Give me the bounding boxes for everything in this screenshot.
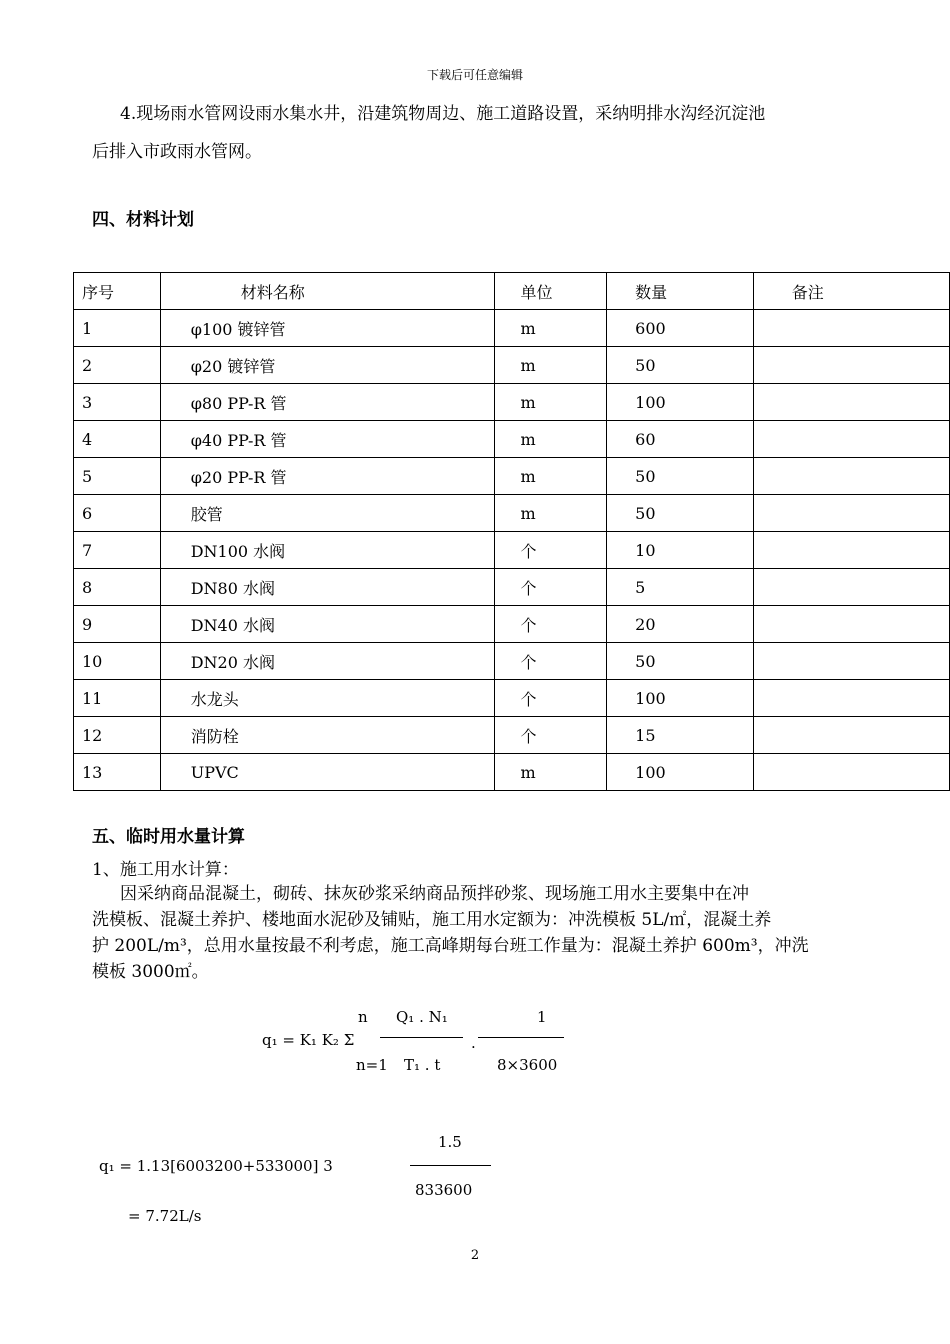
section-4-heading: 四、材料计划 bbox=[92, 210, 194, 230]
table-cell: φ80 PP-R 管 bbox=[160, 384, 494, 421]
table-row bbox=[74, 532, 950, 569]
materials-table bbox=[73, 272, 950, 791]
table-cell: 20 bbox=[607, 606, 754, 643]
page-header: 下载后可任意编辑 bbox=[426, 68, 523, 82]
column-header: 序号 bbox=[74, 273, 161, 310]
table-cell: 个 bbox=[494, 532, 607, 569]
table-cell: 60 bbox=[607, 421, 754, 458]
page-number: 2 bbox=[470, 1248, 480, 1263]
subsection-1-heading: 1、施工用水计算： bbox=[92, 860, 239, 880]
table-cell: 6 bbox=[74, 495, 161, 532]
column-header: 单位 bbox=[494, 273, 607, 310]
table-cell: φ40 PP-R 管 bbox=[160, 421, 494, 458]
formula1-sum-bottom: n=1 bbox=[356, 1056, 388, 1074]
table-row bbox=[74, 717, 950, 754]
table-row bbox=[74, 347, 950, 384]
body-line: 洗模板、混凝土养护、楼地面水泥砂及铺贴，施工用水定额为：冲洗模板 5L/㎡，混凝土养 bbox=[92, 910, 772, 930]
table-cell: UPVC bbox=[160, 754, 494, 791]
paragraph-4-line1: 4.现场雨水管网设雨水集水井，沿建筑物周边、施工道路设置，采纳明排水沟经沉淀池 bbox=[120, 104, 766, 124]
table-cell: 11 bbox=[74, 680, 161, 717]
table-cell: 50 bbox=[607, 495, 754, 532]
table-cell: 9 bbox=[74, 606, 161, 643]
formula2-lhs: q₁ = 1.13[6003200+533000] 3 bbox=[99, 1157, 333, 1175]
table-cell: 个 bbox=[494, 606, 607, 643]
table-cell bbox=[753, 569, 949, 606]
table-cell: 个 bbox=[494, 569, 607, 606]
table-cell bbox=[753, 495, 949, 532]
formula1-dot: . bbox=[471, 1034, 476, 1052]
formula1-numerator: Q₁ . N₁ bbox=[396, 1008, 448, 1026]
table-cell: DN100 水阀 bbox=[160, 532, 494, 569]
table-cell: DN40 水阀 bbox=[160, 606, 494, 643]
table-cell: 10 bbox=[607, 532, 754, 569]
table-cell: 4 bbox=[74, 421, 161, 458]
formula2-denominator: 833600 bbox=[415, 1181, 473, 1199]
table-cell bbox=[753, 717, 949, 754]
table-cell: 消防栓 bbox=[160, 717, 494, 754]
table-cell: 100 bbox=[607, 754, 754, 791]
table-row bbox=[74, 495, 950, 532]
table-cell: 水龙头 bbox=[160, 680, 494, 717]
formula1-lhs: q₁ = K₁ K₂ Σ bbox=[262, 1031, 355, 1049]
formula1-numerator2: 1 bbox=[537, 1008, 547, 1026]
table-cell: m bbox=[494, 754, 607, 791]
table-cell: 3 bbox=[74, 384, 161, 421]
table-row bbox=[74, 606, 950, 643]
table-cell bbox=[753, 421, 949, 458]
section-5-heading: 五、临时用水量计算 bbox=[92, 827, 245, 847]
formula1-denominator: T₁ . t bbox=[404, 1056, 441, 1074]
table-cell: 50 bbox=[607, 458, 754, 495]
table-cell: 5 bbox=[607, 569, 754, 606]
table-cell: 50 bbox=[607, 347, 754, 384]
table-cell: 胶管 bbox=[160, 495, 494, 532]
table-cell: 个 bbox=[494, 643, 607, 680]
table-cell: m bbox=[494, 310, 607, 347]
table-cell: 7 bbox=[74, 532, 161, 569]
formula2-numerator: 1.5 bbox=[438, 1133, 462, 1151]
body-line: 模板 3000㎡。 bbox=[92, 962, 209, 982]
table-cell: 1 bbox=[74, 310, 161, 347]
formula1-denominator2: 8×3600 bbox=[497, 1056, 558, 1074]
formula2-fraction-bar bbox=[410, 1165, 491, 1166]
table-cell: 15 bbox=[607, 717, 754, 754]
table-cell: 600 bbox=[607, 310, 754, 347]
column-header: 数量 bbox=[607, 273, 754, 310]
table-cell bbox=[753, 347, 949, 384]
table-cell: 个 bbox=[494, 717, 607, 754]
table-row bbox=[74, 310, 950, 347]
table-cell: φ20 镀锌管 bbox=[160, 347, 494, 384]
formula1-sum-top: n bbox=[358, 1008, 368, 1026]
table-cell: 13 bbox=[74, 754, 161, 791]
table-row bbox=[74, 421, 950, 458]
column-header: 备注 bbox=[753, 273, 949, 310]
table-row bbox=[74, 458, 950, 495]
table-row bbox=[74, 754, 950, 791]
table-cell: 50 bbox=[607, 643, 754, 680]
table-cell: φ100 镀锌管 bbox=[160, 310, 494, 347]
body-line: 因采纳商品混凝土，砌砖、抹灰砂浆采纳商品预拌砂浆、现场施工用水主要集中在冲 bbox=[120, 884, 749, 904]
table-cell: 个 bbox=[494, 680, 607, 717]
table-cell: φ20 PP-R 管 bbox=[160, 458, 494, 495]
table-cell: 100 bbox=[607, 384, 754, 421]
table-cell: 100 bbox=[607, 680, 754, 717]
table-cell: DN20 水阀 bbox=[160, 643, 494, 680]
table-cell: 2 bbox=[74, 347, 161, 384]
table-cell: m bbox=[494, 421, 607, 458]
table-cell bbox=[753, 754, 949, 791]
table-cell: m bbox=[494, 347, 607, 384]
table-cell: 12 bbox=[74, 717, 161, 754]
table-cell bbox=[753, 458, 949, 495]
table-cell bbox=[753, 532, 949, 569]
table-cell bbox=[753, 384, 949, 421]
table-cell: 5 bbox=[74, 458, 161, 495]
table-cell bbox=[753, 606, 949, 643]
table-row bbox=[74, 680, 950, 717]
body-line: 护 200L/m³，总用水量按最不利考虑，施工高峰期每台班工作量为：混凝土养护 600m³，冲洗 bbox=[92, 936, 809, 956]
table-cell bbox=[753, 643, 949, 680]
table-cell bbox=[753, 680, 949, 717]
table-row bbox=[74, 569, 950, 606]
table-cell: m bbox=[494, 384, 607, 421]
table-header-row bbox=[74, 273, 950, 310]
table-row bbox=[74, 384, 950, 421]
table-cell: m bbox=[494, 495, 607, 532]
formula1-fraction-bar bbox=[380, 1037, 463, 1038]
formula2-result: = 7.72L/s bbox=[128, 1207, 202, 1225]
table-cell bbox=[753, 310, 949, 347]
table-cell: DN80 水阀 bbox=[160, 569, 494, 606]
formula1-fraction-bar-2 bbox=[478, 1037, 564, 1038]
table-row bbox=[74, 643, 950, 680]
column-header: 材料名称 bbox=[160, 273, 494, 310]
table-cell: m bbox=[494, 458, 607, 495]
table-cell: 10 bbox=[74, 643, 161, 680]
table-cell: 8 bbox=[74, 569, 161, 606]
paragraph-4-line2: 后排入市政雨水管网。 bbox=[92, 142, 262, 162]
